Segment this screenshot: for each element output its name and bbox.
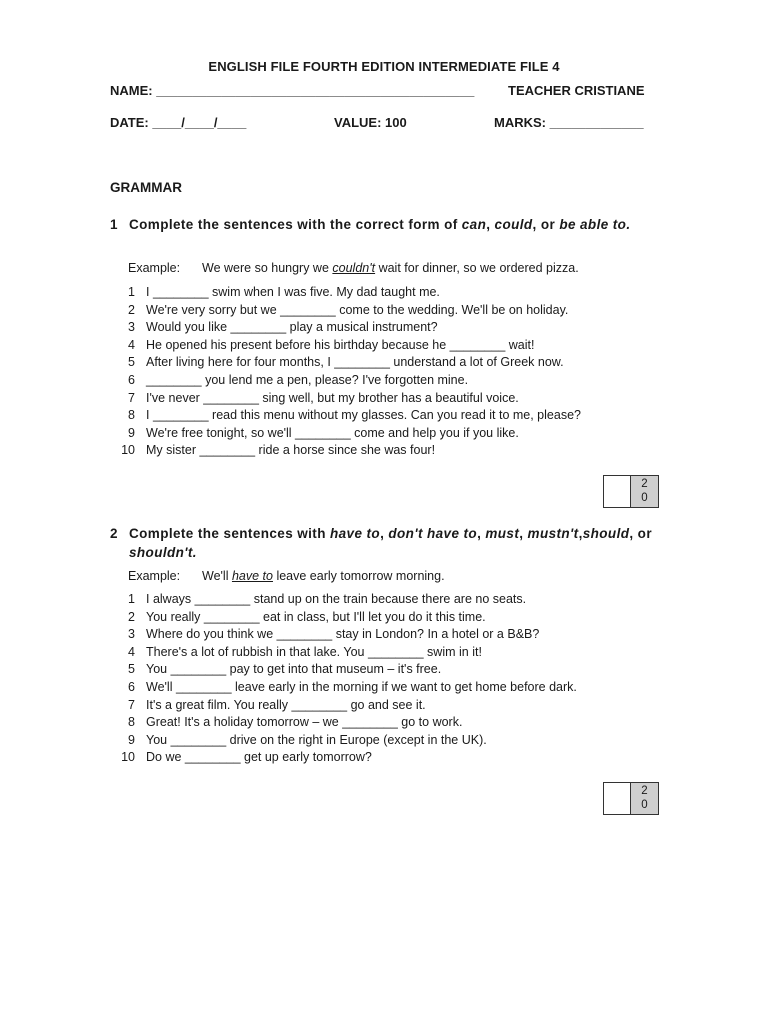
value-label: VALUE: 100 <box>334 115 407 130</box>
example-label: Example: <box>128 261 181 275</box>
section-title-grammar: GRAMMAR <box>110 180 182 195</box>
exercise-2-instruction <box>110 524 655 562</box>
example-answer: have to <box>231 569 273 583</box>
score-digit: 2 <box>641 785 648 797</box>
separator: , <box>578 526 583 541</box>
item-number: 10 <box>121 750 135 765</box>
score-max-cell <box>631 476 658 507</box>
item-number: 2 <box>128 302 135 317</box>
instruction-term: shouldn't. <box>129 545 197 560</box>
worksheet-title: ENGLISH FILE FOURTH EDITION INTERMEDIATE FILE 4 <box>208 59 560 74</box>
score-digit: 2 <box>641 478 648 490</box>
item-text: He opened his present before his birthday because he ________ wait! <box>146 337 535 352</box>
instruction-term: mustn't <box>527 526 579 541</box>
example-label: Example: <box>128 569 181 583</box>
exercise-1-score-box <box>603 475 659 508</box>
score-digit: 0 <box>641 492 648 504</box>
item-number: 1 <box>128 592 135 606</box>
item-number: 9 <box>128 732 135 747</box>
item-number: 2 <box>128 609 135 624</box>
exercise-number: 2 <box>110 526 118 541</box>
item-number: 6 <box>128 679 135 694</box>
separator: , or <box>532 217 560 232</box>
item-number: 5 <box>128 355 135 370</box>
item-number: 8 <box>128 715 135 730</box>
instruction-term: have to <box>330 526 381 541</box>
item-text: Where do you think we ________ stay in London? In a hotel or a B&B? <box>146 627 540 642</box>
separator: , <box>380 526 389 541</box>
item-text: ________ you lend me a pen, please? I've forgotten mine. <box>146 372 469 387</box>
item-text: Do we ________ get up early tomorrow? <box>146 750 372 765</box>
item-number: 5 <box>128 662 135 677</box>
exercise-1-instruction <box>110 215 655 234</box>
instruction-term: should <box>582 526 630 541</box>
item-text: I ________ swim when I was five. My dad taught me. <box>146 285 440 299</box>
marks-field[interactable]: MARKS: _____________ <box>494 115 644 130</box>
separator: , <box>477 526 486 541</box>
exercise-2-example <box>128 569 445 583</box>
item-text: I've never ________ sing well, but my brother has a beautiful voice. <box>146 390 519 405</box>
score-input-cell[interactable] <box>604 476 631 507</box>
item-number: 9 <box>128 425 135 440</box>
exercise-number: 1 <box>110 217 118 232</box>
item-text: After living here for four months, I ________ understand a lot of Greek now. <box>146 355 564 370</box>
teacher-name: TEACHER CRISTIANE <box>508 83 645 98</box>
item-text: There's a lot of rubbish in that lake. You ________ swim in it! <box>146 644 482 659</box>
score-digit: 0 <box>641 799 648 811</box>
example-answer: couldn't <box>332 261 376 275</box>
item-number: 6 <box>128 372 135 387</box>
item-text: I always ________ stand up on the train because there are no seats. <box>146 592 527 606</box>
score-max-cell <box>631 783 658 814</box>
instruction-term: can <box>461 217 487 232</box>
separator: , or <box>629 526 652 541</box>
item-text: Would you like ________ play a musical instrument? <box>146 320 438 335</box>
item-text: You ________ drive on the right in Europe (except in the UK). <box>146 732 487 747</box>
separator: , <box>486 217 495 232</box>
instruction-term: be able to. <box>559 217 631 232</box>
instruction-term: must <box>485 526 520 541</box>
item-number: 7 <box>128 390 135 405</box>
item-text: Great! It's a holiday tomorrow – we ________ go to work. <box>146 715 463 730</box>
name-field[interactable]: NAME: ____________________________________________ <box>110 83 475 98</box>
item-text: You really ________ eat in class, but I'll let you do it this time. <box>146 609 486 624</box>
item-text: You ________ pay to get into that museum – it's free. <box>146 662 442 677</box>
item-number: 8 <box>128 408 135 423</box>
item-number: 10 <box>121 443 135 458</box>
item-number: 3 <box>128 320 135 335</box>
exercise-1-example <box>128 261 579 275</box>
example-text: We were so hungry we <box>202 261 333 275</box>
example-text: We'll <box>202 569 232 583</box>
instruction-text: Complete the sentences with <box>129 526 330 541</box>
instruction-term: could <box>494 217 533 232</box>
item-text: We're very sorry but we ________ come to the wedding. We'll be on holiday. <box>146 302 569 317</box>
exercise-2-score-box <box>603 782 659 815</box>
score-input-cell[interactable] <box>604 783 631 814</box>
example-text: leave early tomorrow morning. <box>272 569 445 583</box>
item-number: 4 <box>128 644 135 659</box>
item-number: 4 <box>128 337 135 352</box>
item-text: I ________ read this menu without my glasses. Can you read it to me, please? <box>146 408 581 423</box>
item-text: We'll ________ leave early in the morning if we want to get home before dark. <box>146 679 577 694</box>
separator: , <box>519 526 528 541</box>
example-text: wait for dinner, so we ordered pizza. <box>375 261 579 275</box>
item-number: 3 <box>128 627 135 642</box>
instruction-term: don't have to <box>388 526 478 541</box>
item-number: 1 <box>128 285 135 299</box>
instruction-text: Complete the sentences with the correct form of <box>129 217 462 232</box>
item-text: It's a great film. You really ________ go and see it. <box>146 697 426 712</box>
date-field[interactable]: DATE: ____/____/____ <box>110 115 247 130</box>
item-number: 7 <box>128 697 135 712</box>
item-text: My sister ________ ride a horse since she was four! <box>146 443 436 458</box>
item-text: We're free tonight, so we'll ________ come and help you if you like. <box>146 425 519 440</box>
